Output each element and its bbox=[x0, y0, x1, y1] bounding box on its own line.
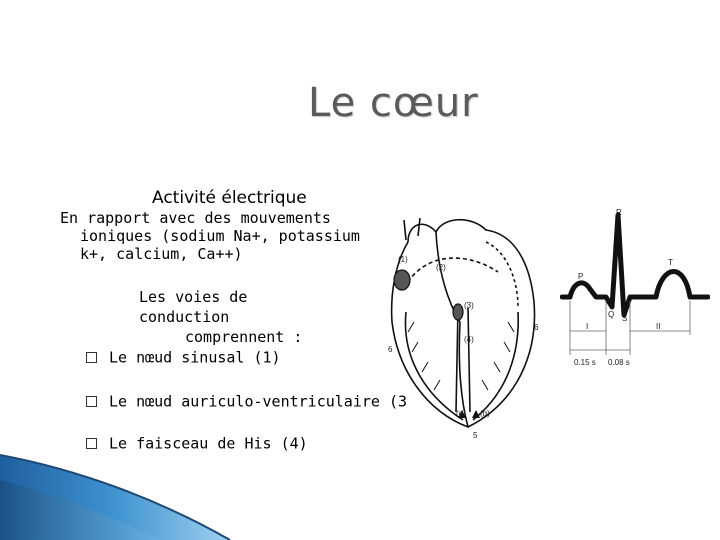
conduction-line-1: Les voies de conduction bbox=[139, 288, 248, 326]
conduction-paragraph bbox=[139, 287, 339, 347]
conduction-line-2: comprennent : bbox=[185, 328, 303, 346]
heart-label: (4) bbox=[464, 335, 474, 344]
bullet-item bbox=[86, 392, 407, 411]
intro-line-3: k+, calcium, Ca++) bbox=[80, 245, 243, 263]
heart-label: 6 bbox=[388, 345, 393, 354]
ecg-label-time-1: 0.15 s bbox=[574, 358, 596, 367]
intro-line-2: ioniques (sodium Na+, potassium bbox=[80, 227, 360, 245]
ecg-label-p: P bbox=[578, 272, 584, 281]
bullet-box-icon bbox=[86, 352, 97, 363]
heart-conduction-diagram bbox=[368, 212, 558, 444]
ecg-label-t: T bbox=[668, 258, 673, 267]
ecg-label-r: R bbox=[616, 208, 622, 217]
ecg-diagram bbox=[560, 205, 710, 375]
ecg-label-q: Q bbox=[608, 310, 615, 319]
intro-line-1: En rapport avec des mouvements bbox=[60, 209, 331, 227]
heart-label: (2) bbox=[436, 263, 446, 272]
bullet-box-icon bbox=[86, 396, 97, 407]
ecg-label-s: S bbox=[622, 314, 628, 323]
ecg-label-time-2: 0.08 s bbox=[608, 358, 630, 367]
bullet-text: Le nœud sinusal (1) bbox=[109, 348, 281, 367]
bullet-text: Le nœud auriculo-ventriculaire (3 bbox=[109, 392, 408, 411]
slide-subtitle: Activité électrique bbox=[152, 188, 307, 208]
ecg-label-interval-2: II bbox=[656, 322, 661, 331]
bullet-item bbox=[86, 348, 281, 367]
decorative-swoosh bbox=[0, 440, 720, 540]
intro-paragraph bbox=[60, 209, 380, 263]
ecg-label-interval-1: I bbox=[586, 322, 589, 331]
heart-label: (1) bbox=[398, 255, 408, 264]
heart-label: (d) bbox=[456, 409, 466, 418]
heart-label: 5 bbox=[473, 431, 478, 440]
heart-label: (3) bbox=[464, 301, 474, 310]
bullet-text: Le faisceau de His (4) bbox=[109, 434, 308, 453]
heart-label: 6 bbox=[534, 323, 539, 332]
heart-label: (g) bbox=[480, 409, 490, 418]
slide-title: Le cœur bbox=[308, 80, 479, 126]
